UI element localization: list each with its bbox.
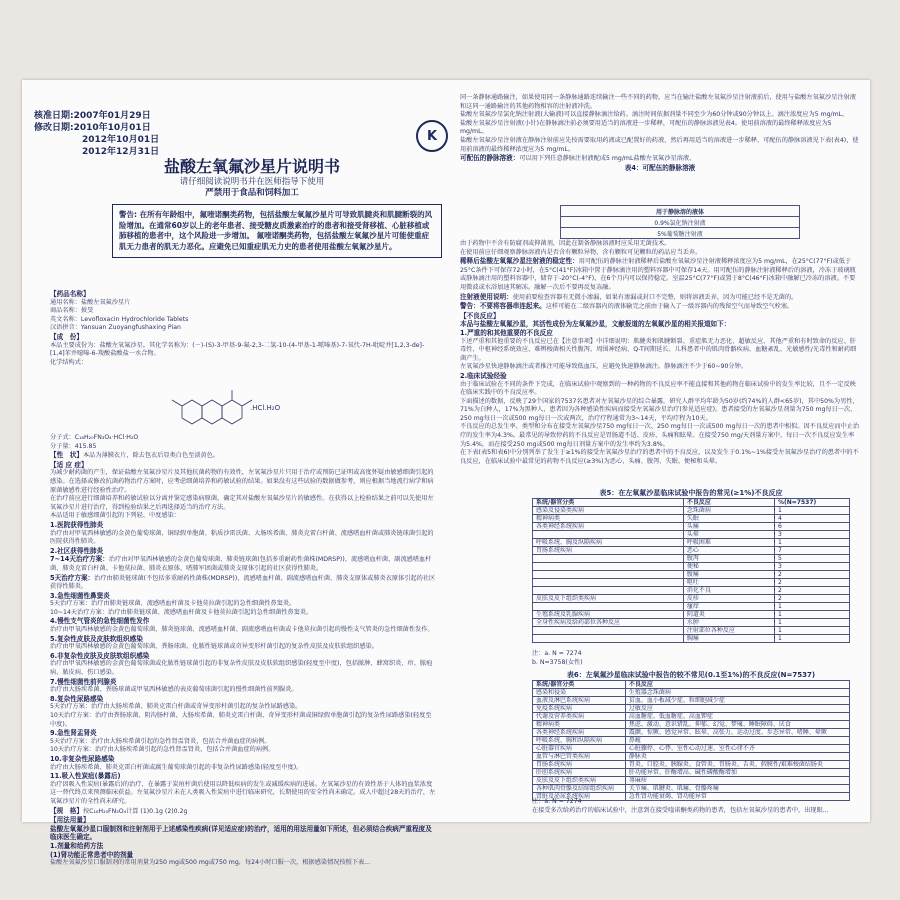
regimen-label: 5天治疗方案： bbox=[50, 573, 95, 582]
regimen-label: 7~14天治疗方案： bbox=[50, 555, 109, 564]
table-cell bbox=[533, 627, 684, 635]
table-cell: 1 bbox=[775, 619, 850, 627]
table-cell: 注射部位各种反应 bbox=[683, 627, 774, 635]
chemical-structure-icon bbox=[162, 380, 302, 432]
table-cell: 胃肠系统疾病 bbox=[533, 761, 626, 769]
stability-section bbox=[460, 240, 860, 466]
table-cell: 0.9%氯化钠注射液 bbox=[561, 217, 800, 228]
section-heading: 【药品名称】 bbox=[50, 290, 90, 298]
warning-label: 警告: bbox=[119, 210, 137, 219]
paragraph: 同一条静脉通路输注，如果使用同一条静脉通路连续输注一些不同的药物，应当在输注盐酸左氧氟沙星注射液前后，使用与盐酸左氧氟沙星注射液和这同一通路输注的其他药物相容的注射液冲洗。 bbox=[460, 94, 856, 110]
table-cell: 血液及淋巴系统疾病 bbox=[533, 697, 626, 705]
paragraph: 在治疗前应进行细菌培养和药敏试验以分离并鉴定感染病原菌，确定其对盐酸左氧氟沙星片的敏感性。在获得以上检验结果之前可以先使用左氧氟沙星片进行治疗，得到检验结果之后再选择适当的治疗方法。 bbox=[50, 495, 434, 511]
table-cell: 1 bbox=[775, 627, 850, 635]
table-cell: 呕吐 bbox=[683, 579, 774, 587]
table-row bbox=[533, 689, 850, 697]
paragraph: 治疗由对甲氧西林敏感的金黄色葡萄球菌、肺炎链球菌(包括多重耐药性菌株(MDRSP))、流感嗜血杆菌、副流感嗜血杆菌、肺炎克雷白杆菌、卡他莫拉菌、肺炎衣原体、嗜肺军团菌或肺炎支原体引起的社区获得性肺炎。 bbox=[50, 556, 432, 572]
table-row bbox=[533, 603, 850, 611]
table-cell: 生殖系统及乳腺疾病 bbox=[533, 611, 684, 619]
table-cell: 心脏器官疾病 bbox=[533, 745, 626, 753]
table-row bbox=[533, 531, 850, 539]
warning-text-2: 氟喹诺酮类药物，包括盐酸左氧氟沙星片可能使重症肌无力患者的肌无力恶化。应避免已知重症肌无力史的患者使用盐酸左氧氟沙星片。 bbox=[119, 231, 430, 251]
table-cell: 各种肌肉骨骼及结缔组织疾病 bbox=[533, 785, 626, 793]
table-row bbox=[533, 713, 850, 721]
table-header: 系统/器官分类 bbox=[533, 499, 684, 507]
table-row bbox=[533, 769, 850, 777]
approval-dates bbox=[34, 110, 159, 158]
section-heading: 【用法用量】 bbox=[50, 816, 90, 825]
table-row bbox=[533, 705, 850, 713]
generic-name: 通用名称：盐酸左氧氟沙星片 bbox=[50, 298, 131, 306]
paragraph: 在使用前应仔细观察静脉溶液内是否含有颗粒异物，含有颗粒可见颗粒的药品应当丢弃。 bbox=[460, 248, 702, 256]
pinyin-name: 汉语拼音：Yansuan Zuoyangfushaxing Pian bbox=[50, 324, 181, 332]
paragraph: 盐酸左氧氟沙星注射液在静脉注射前应先按需要取用药液或已配置好的药液，然后再用适当的溶液进一步稀释，可配伍的静脉溶液见下表(表4)，使用前溶液的最终稀释浓度应为5 mg/mL。 bbox=[460, 136, 859, 153]
subtitle-line-1: 请仔细阅读说明书并在医师指导下使用 bbox=[179, 177, 325, 187]
molecular-formula: 分子式：C₁₈H₂₀FN₃O₄·HCl·H₂O bbox=[50, 434, 139, 441]
table-cell: 震颤、惊厥、感觉异常、眩晕、高张力、运动过度、步态异常、嗜睡、晕厥 bbox=[625, 729, 849, 737]
table-cell: 感染和侵染 bbox=[533, 689, 626, 697]
table-note: 注：a. N = 7274 bbox=[532, 650, 582, 657]
label: 警告：不要将容器串连起来。 bbox=[460, 302, 546, 311]
table-cell: 胃肠系统疾病 bbox=[533, 547, 684, 555]
subsection-heading: 10.非复杂性尿路感染 bbox=[50, 754, 115, 763]
table-cell: 呼吸困难 bbox=[683, 539, 774, 547]
table-row bbox=[533, 785, 850, 793]
paragraph: 盐酸左氧氟沙星注射液(小针)在静脉滴注前必须要用适当的溶液进一步稀释，可配伍的静脉溶液见表4。使用前溶液的最终稀释浓度应为5 mg/mL。 bbox=[460, 119, 832, 136]
table-cell: 4 bbox=[775, 515, 850, 523]
subsection-heading: 4.慢性支气管炎的急性细菌性发作 bbox=[50, 617, 150, 626]
molecular-weight: 分子量：415.85 bbox=[50, 442, 97, 450]
subsection-heading: 1.医院获得性肺炎 bbox=[50, 520, 104, 529]
infusion-section bbox=[460, 94, 860, 172]
table-cell bbox=[533, 555, 684, 563]
subsection-heading: 8.复杂性尿路感染 bbox=[50, 694, 104, 703]
table-cell: 头痛 bbox=[683, 523, 774, 531]
table-cell: 肾脏及泌尿系统疾病 bbox=[533, 793, 626, 801]
table-cell: 瘙痒 bbox=[683, 603, 774, 611]
paragraph: 为减少耐药菌的产生，保证盐酸左氧氟沙星片及其他抗菌药物的有效性，左氧氟沙星片只用于治疗或预防已证明或高度怀疑由敏感细菌引起的感染。在选择或修改抗菌药物治疗方案时，应考虑细菌培养和药敏试验的结果。如果没有这些试验的数据做参考，则应根据当地流行病学和病原菌敏感性进行经验性治疗。 bbox=[50, 469, 434, 494]
paragraph: 5天治疗方案：治疗由大肠埃希菌引起的急性肾盂肾炎，包括合并菌血症的病例。 bbox=[50, 737, 271, 745]
table-row bbox=[533, 515, 850, 523]
table-header: 不良反应 bbox=[625, 681, 849, 689]
common-adverse-reactions-table bbox=[532, 498, 850, 643]
subtitle-line-2: 严禁用于食品和饲料加工 bbox=[205, 188, 299, 198]
table5-title: 表5：在左氧氟沙星临床试验中报告的常见(≥1%)不良反应 bbox=[599, 489, 783, 497]
revision-date-3: 2012年12月31日 bbox=[82, 147, 160, 157]
label: 稀释后盐酸左氧氟沙星注射液的稳定性： bbox=[460, 257, 579, 266]
subsection-heading: 1.剂量和给药方法 bbox=[50, 841, 104, 850]
table-row bbox=[533, 571, 850, 579]
approval-date: 核准日期:2007年01月29日 bbox=[34, 111, 151, 121]
section-heading: 【成 份】 bbox=[50, 332, 83, 341]
table-cell: 肝功能异常、肝酶增高、碱性磷酸酶增加 bbox=[625, 769, 849, 777]
paragraph: 治疗因吸入性炭疽(暴露后)的治疗，在暴露于炭疽杆菌后使用以降低疾病的发生或减缓疾病的进展。左氧氟沙星的有效性基于人体的血浆浓度这一替代终点来预测临床获益。左氧氟沙星片未在人类吸入性炭疽中进行临床研究，长期使用的安全性尚未确定。成人中超过28天的治疗，左氧氟沙星片的全性尚未研究。 bbox=[50, 780, 436, 805]
table-cell: 免疫系统疾病 bbox=[533, 705, 626, 713]
right-column bbox=[450, 80, 870, 822]
table-cell: 皮疹 bbox=[683, 595, 774, 603]
table-cell: 2 bbox=[775, 579, 850, 587]
table-row bbox=[533, 729, 850, 737]
table-cell: 1 bbox=[775, 611, 850, 619]
paragraph: 在下表(表5和表6)中分别列举了发生于≥1%的接受左氧氟沙星治疗的患者中的不良反应，以及发生于0.1%~1%接受左氧氟沙星治疗的患者中的不良反应，在临床试验中最常见的药物不良反应(≥3%)为恶心、头痛、腹泻、失眠、便秘和头晕。 bbox=[460, 449, 859, 465]
label: 注射液使用说明： bbox=[460, 292, 513, 301]
table-cell: 贫血、血小板减少症、粒细胞减少症 bbox=[625, 697, 849, 705]
table-cell: 生殖器念珠菌病 bbox=[625, 689, 849, 697]
table-cell: 3 bbox=[775, 563, 850, 571]
table-cell: 荨麻疹 bbox=[625, 777, 849, 785]
paragraph: 本品与盐酸左氧氟沙星，其活性成份为左氧氟沙星，文献报道的左氧氟沙星的相关报道如下： bbox=[460, 320, 731, 329]
paragraph: 由于临床试验在不同的条件下完成，在临床试验中观察到的一种药物的不良反应率不能直接和其他药物在临床试验中的发生率比较，且不一定反映在临床实践中的不良反应率。 bbox=[460, 380, 856, 397]
table-row bbox=[533, 619, 850, 627]
leaflet-sheet bbox=[22, 80, 870, 867]
table-cell: 焦虑、激动、意识错乱、抑郁、幻觉、梦魇、睡眠障碍、厌食 bbox=[625, 721, 849, 729]
section-heading: 【规 格】 bbox=[50, 806, 83, 815]
table-cell: 精神病类 bbox=[533, 515, 684, 523]
table-header: 用于静脉溶的液体 bbox=[561, 206, 800, 217]
table-row bbox=[533, 721, 850, 729]
table-header: 系统/器官分类 bbox=[533, 681, 626, 689]
company-logo-icon: K bbox=[416, 120, 448, 152]
label: 可配伍的静脉溶液： bbox=[460, 154, 520, 163]
table-cell: 1 bbox=[775, 539, 850, 547]
table-row bbox=[533, 753, 850, 761]
table-row bbox=[533, 507, 850, 515]
paragraph: 盐酸左氧氟沙星口服制剂和注射剂用于上述感染性疾病(详见适应症)的治疗，适用的用法用量如下所述，但必须结合疾病严重程度及临床医生确定。 bbox=[50, 824, 432, 842]
table-cell bbox=[533, 635, 684, 643]
table-row bbox=[533, 737, 850, 745]
section-heading: 【性 状】 bbox=[50, 451, 83, 460]
document-subtitle bbox=[142, 177, 362, 199]
table-cell: 7 bbox=[775, 547, 850, 555]
table-cell: 3 bbox=[775, 531, 850, 539]
subsection-heading: 7.慢性细菌性前列腺炎 bbox=[50, 677, 117, 686]
final-notes bbox=[532, 798, 860, 815]
paragraph: 治疗由大肠埃希菌、粪肠球菌或甲氧西林敏感的表皮葡萄球菌引起的慢性细菌性前列腺炎。 bbox=[50, 686, 298, 694]
table-cell bbox=[533, 587, 684, 595]
document-title: 盐酸左氧氟沙星片说明书 bbox=[163, 157, 340, 176]
table-cell: 肝胆系统疾病 bbox=[533, 769, 626, 777]
table-cell: 胃炎、口腔炎、胰腺炎、食管炎、胃肠炎、舌炎、假膜性/艰难梭菌结肠炎 bbox=[625, 761, 849, 769]
table-row bbox=[533, 595, 850, 603]
table-cell: 2 bbox=[775, 587, 850, 595]
warning-box bbox=[112, 204, 442, 258]
table-row bbox=[533, 745, 850, 753]
paragraph: 10~14天治疗方案：治疗由肺炎链球菌、流感嗜血杆菌及卡他莫拉菌引起的急性细菌性鼻窦炎。 bbox=[50, 608, 313, 616]
table-row bbox=[533, 539, 850, 547]
table-cell: 过敏反应 bbox=[625, 705, 849, 713]
section-heading: 【不良反应】 bbox=[460, 311, 500, 320]
subsection-heading: 9.急性肾盂肾炎 bbox=[50, 729, 97, 738]
paragraph: 治疗由甲氧西林敏感的金黄色葡萄球菌或化脓性链球菌引起的非复杂性皮肤及皮肤软组织感染(轻度至中度)，包括脓肿、蜂窝织炎、疖、脓疱病、脓皮病、伤口感染。 bbox=[50, 660, 433, 677]
revision-date: 修改日期:2010年10月01日 bbox=[34, 123, 151, 133]
table-cell: 5 bbox=[775, 555, 850, 563]
subsection-heading: 3.急性细菌性鼻窦炎 bbox=[50, 591, 110, 600]
svg-text:.HCl.H₂O: .HCl.H₂O bbox=[250, 404, 281, 412]
table-cell: 皮肤及皮下组织类疾病 bbox=[533, 595, 684, 603]
table-cell: 高血糖症、低血糖症、高血钾症 bbox=[625, 713, 849, 721]
table-cell: 1 bbox=[775, 635, 850, 643]
indications-section bbox=[50, 434, 436, 868]
table6-title: 表6：左氧氟沙星临床试验中报告的较不常见(0.1至1%)的不良反应(N=7537) bbox=[566, 671, 816, 679]
table-row bbox=[533, 587, 850, 595]
table-row bbox=[533, 761, 850, 769]
table-cell: 精神病类 bbox=[533, 721, 626, 729]
table6-body bbox=[533, 689, 850, 801]
table-cell bbox=[533, 603, 684, 611]
subsection-heading: 11.吸入性炭疽(暴露后) bbox=[50, 772, 121, 781]
table-row bbox=[533, 697, 850, 705]
table-cell: 呼吸系统、胸及纵隔疾病 bbox=[533, 539, 684, 547]
trade-name: 商品名称：披旻 bbox=[50, 307, 94, 315]
table-cell: 关节痛、肌腱炎、肌痛、骨骼疼痛 bbox=[625, 785, 849, 793]
paragraph: 5天治疗方案：治疗由大肠埃希菌、肺炎克雷白杆菌或奇异变形杆菌引起的复杂性尿路感染。 bbox=[50, 703, 302, 711]
paragraph: 5天治疗方案：治疗由肺炎链球菌、流感嗜血杆菌及卡他莫拉菌引起的急性细菌性鼻窦炎。 bbox=[50, 600, 296, 608]
table-cell bbox=[533, 579, 684, 587]
english-name: 英文名称：Levofloxacin Hydrochloride Tablets bbox=[50, 315, 189, 323]
paragraph: 治疗由甲氧西林敏感的金黄色葡萄球菌、肺炎链球菌、流感嗜血杆菌、副流感嗜血杆菌或卡他莫拉菌引起的慢性支气管炎的急性细菌性发作。 bbox=[50, 626, 434, 634]
section-heading: 【适 应 症】 bbox=[50, 460, 88, 469]
table-row bbox=[533, 563, 850, 571]
revision-date-2: 2012年10月01日 bbox=[82, 135, 160, 145]
table-cell: 全身性疾病及给药部位各种反应 bbox=[533, 619, 684, 627]
table-cell: 感染及侵染类疾病 bbox=[533, 507, 684, 515]
table-cell: 念珠菌病 bbox=[683, 507, 774, 515]
paragraph: 盐酸左氧氟沙星口服制剂的常用剂量为250 mg或500 mg或750 mg，每24小时口服一次，根据感染情况按照下表... bbox=[50, 859, 371, 867]
table-cell: 皮肤及皮下组织类疾病 bbox=[533, 777, 626, 785]
paragraph: 这样可能在二级容器内的液体输完之前由于输入了一级容器内的残留空气而导致空气栓塞。 bbox=[545, 303, 794, 311]
drug-info-section bbox=[50, 290, 436, 367]
table-row bbox=[533, 555, 850, 563]
table-cell: 血管与淋巴管类疾病 bbox=[533, 753, 626, 761]
paragraph: 治疗由肺炎链球菌(不包括多重耐药性菌株(MDRSP))、流感嗜血杆菌、副流感嗜血杆菌、肺炎支原体或肺炎衣原体引起的社区获得性肺炎。 bbox=[50, 574, 436, 591]
paragraph: 治疗由甲氧西林敏感的金黄色葡萄球菌、粪肠球菌、化脓性链球菌或奇异变形杆菌引起的复杂性皮肤及皮肤软组织感染。 bbox=[50, 643, 378, 651]
subsection-heading: 1.严重的和其他重要的不良反应 bbox=[460, 328, 553, 337]
paragraph: 在接受多次给药治疗的临床试验中，注意到在接受喹诺酮类药物的患者，包括左氧氟沙星的患者中，出现眼... bbox=[532, 806, 829, 814]
table-cell: 消化不良 bbox=[683, 587, 774, 595]
table-row bbox=[533, 579, 850, 587]
table-cell: 1 bbox=[775, 603, 850, 611]
left-column bbox=[22, 80, 442, 867]
structure-label: 化学结构式： bbox=[50, 358, 88, 366]
table-row bbox=[533, 635, 850, 643]
subsection-heading: 6.非复杂性皮肤及皮肤软组织感染 bbox=[50, 651, 150, 660]
table-row bbox=[533, 523, 850, 531]
table-cell: 阴道炎 bbox=[683, 611, 774, 619]
table-cell: 胸痛 bbox=[683, 635, 774, 643]
table-cell: 2 bbox=[775, 571, 850, 579]
table5-notes bbox=[532, 650, 860, 667]
table-cell: 便秘 bbox=[683, 563, 774, 571]
table-cell bbox=[533, 571, 684, 579]
less-common-adverse-reactions-table bbox=[532, 680, 850, 801]
table-title: 表4：可配伍的静脉溶液 bbox=[624, 163, 696, 172]
table-cell: 各类神经系统疾病 bbox=[533, 523, 684, 531]
table-cell: 各类神经系统疾病 bbox=[533, 729, 626, 737]
table-cell: 静脉炎 bbox=[625, 753, 849, 761]
table-cell: 急性肾功能衰竭、肾功能异常 bbox=[625, 793, 849, 801]
paragraph: 10天治疗方案：治疗由大肠埃希菌引起的急性肾盂肾炎，包括合并菌血症的病例。 bbox=[50, 746, 275, 754]
paragraph: 治疗由对甲氧西林敏感的金黄色葡萄球菌、铜绿假单胞菌、粘质沙雷氏菌、大肠埃希菌、肺炎克雷白杆菌、流感嗜血杆菌或肺炎链球菌引起的医院获得性肺炎。 bbox=[50, 529, 434, 546]
warning-text-1: 在所有年龄组中，氟喹诺酮类药物，包括盐酸左氧氟沙星片可导致肌腱炎和肌腱断裂的风险增加。在通常60岁以上的老年患者、接受糖皮质激素治疗的患者和接受肾移植、心脏移植或肺移植的患者中，这个风险进一步增加。 bbox=[119, 210, 433, 240]
paragraph: 10天治疗方案：治疗由粪肠球菌、阴沟肠杆菌、大肠埃希菌、肺炎克雷白杆菌、奇异变形杆菌或铜绿假单胞菌引起的复杂性尿路感染(轻度至中度)。 bbox=[50, 712, 432, 728]
paragraph: 治疗由大肠埃希菌、肺炎克雷白杆菌或腐生葡萄球菌引起的非复杂性尿路感染(轻度至中度)。 bbox=[50, 763, 303, 771]
table-cell: 1 bbox=[775, 507, 850, 515]
paragraph: 盐酸左氧氟沙星氯化钠注射液(大输液)可以直接静脉滴注给药。滴注时间依据剂量不同至少为60分钟或90分钟以上。滴注浓度应为5 mg/mL。 bbox=[460, 111, 849, 119]
table-cell: 2 bbox=[775, 595, 850, 603]
table-cell: 腹泻 bbox=[683, 555, 774, 563]
table-cell: 6 bbox=[775, 523, 850, 531]
paragraph: 本品适用于敏感细菌引起的下列轻、中度感染： bbox=[50, 512, 180, 520]
table-cell: 代谢及营养类疾病 bbox=[533, 713, 626, 721]
table-cell: 呼吸系统、胸和纵隔疾病 bbox=[533, 737, 626, 745]
table-header: 不良反应 bbox=[683, 499, 774, 507]
table-cell: 鼻衄 bbox=[625, 737, 849, 745]
paragraph: 使用前要检查容器有无微小渗漏，如果有渗漏或封口不完整，则将溶液丢弃，因为可能已经不是无菌的。 bbox=[512, 293, 798, 301]
table-row bbox=[533, 777, 850, 785]
table-header: %(N=7537) bbox=[775, 499, 850, 507]
table-cell bbox=[533, 531, 684, 539]
subsection-heading: 2.临床试验经验 bbox=[460, 371, 507, 380]
table-cell: 5%葡萄糖注射液 bbox=[561, 228, 800, 239]
table-row bbox=[533, 627, 850, 635]
table-cell: 头晕 bbox=[683, 531, 774, 539]
subsection-heading: 2.社区获得性肺炎 bbox=[50, 546, 104, 555]
table5-body bbox=[533, 507, 850, 643]
table-cell: 水肿 bbox=[683, 619, 774, 627]
table-cell: 恶心 bbox=[683, 547, 774, 555]
subsection-heading: (1)肾功能正常患者中的剂量 bbox=[50, 850, 134, 859]
paragraph: 下述严重和其他重要的不良反应已在【注意事项】中详细说明：肌腱炎和肌腱断裂、重症肌无力恶化、超敏反应、其他严重和有时致命的反应、肝毒性、中枢神经系统效应、难辨梭菌相关性腹泻、周围神经病、Q-T间期延长、儿科患者中的肌肉骨骼疾病、血糖紊乱、光敏感性/光毒性和耐药细菌产生。 bbox=[460, 337, 857, 362]
paragraph: 不良反应的总发生率、类型和分布在接受左氧氟沙星750 mg每日一次、250 mg每日一次或500 mg每日一次的患者中相似。因不良反应而中止治疗的发生率为4.3%。最常见的导致停药的不良反应是胃肠道不适、皮疹、头痛和眩晕。在接受750 mg/天剂量方案中，每日一次不良反应发生率为5.4%，而在接受250 mg或500 mg每日剂量方案中的发生率约为3.8%。 bbox=[460, 423, 860, 448]
table-note: 注：a. N = 7274 bbox=[532, 798, 582, 805]
table-cell: 心脏骤停、心悸、室性心动过速、室性心律不齐 bbox=[625, 745, 849, 753]
table-row bbox=[533, 547, 850, 555]
paragraph: 下面描述的数据，反映了29个国家的7537名患者对左氧氟沙星的综合暴露，研究人群平均年龄为50岁(约74%的人群<65岁)，其中50%为男性，71%为白种人，17%为黑种人，患者因为各种感染性疾病而接受左氧氟沙星治疗(参见适应症)。患者接受的左氧氟沙星剂量为750 mg每日一次、250 mg每日一次或500 mg每日一次或两次，治疗疗程通常为3~14天，平均疗程为10天。 bbox=[460, 397, 859, 422]
properties-text: 本品为薄膜衣片，除去包衣后显类白色至淡黄色。 bbox=[82, 452, 220, 460]
composition-text: 本品主要成份为：盐酸左氧氟沙星。其化学名称为：(－)-(S)-3-甲基-9-氟-2,3-二氢-10-(4-甲基-1-哌嗪基)-7-氧代-7H-吡啶并[1,2,3-de]-[1,4]苯并噁嗪-6-羧酸盐酸盐一水合物。 bbox=[50, 341, 425, 358]
table-row bbox=[533, 611, 850, 619]
compatible-solutions-table bbox=[560, 205, 800, 239]
paragraph: 可以用下列任意静脉注射液配成5 mg/mL盐酸左氧氟沙星溶液， bbox=[519, 155, 696, 163]
spec-text: 按C₁₈H₂₀FN₃O₄计算 (1)0.1g (2)0.2g bbox=[82, 807, 188, 815]
paragraph: 用可配伍的静脉注射液稀释后盐酸左氧氟沙星注射液稀释浓度应为5 mg/mL，在25°C(77°F)或低于25°C条件下可保存72小时，在5°C(41°F)冰箱中置于静脉滴注用的塑料容器中可保存14天。用可配伍的静脉注射液稀释后的溶液，冷冻于玻璃瓶或静脉滴注用的塑料容器中，储存于-20°C(-4°F)，在6个月内可以保持稳定。室温25°C(77°F)或置于8°C(46°F)冰箱中融解已冷冻的溶液。不要用微波或水浴加速其解冻。融解一次后不要再反复冻融。 bbox=[460, 258, 856, 291]
table-cell: 腹痛 bbox=[683, 571, 774, 579]
subsection-heading: 5.复杂性皮肤及皮肤软组织感染 bbox=[50, 634, 143, 643]
table-cell bbox=[533, 563, 684, 571]
paragraph: 由于药物中不含有防腐剂或抑菌剂，因此在制备静脉溶液时应采用无菌技术。 bbox=[460, 240, 671, 247]
paragraph: 左氧氟沙星快速静脉滴注或者推注可能导致低血压，应避免快速静脉滴注。静脉滴注不少于60~90分钟。 bbox=[460, 363, 747, 371]
table-note: b. N=3758(女性) bbox=[532, 658, 583, 666]
table-cell: 失眠 bbox=[683, 515, 774, 523]
